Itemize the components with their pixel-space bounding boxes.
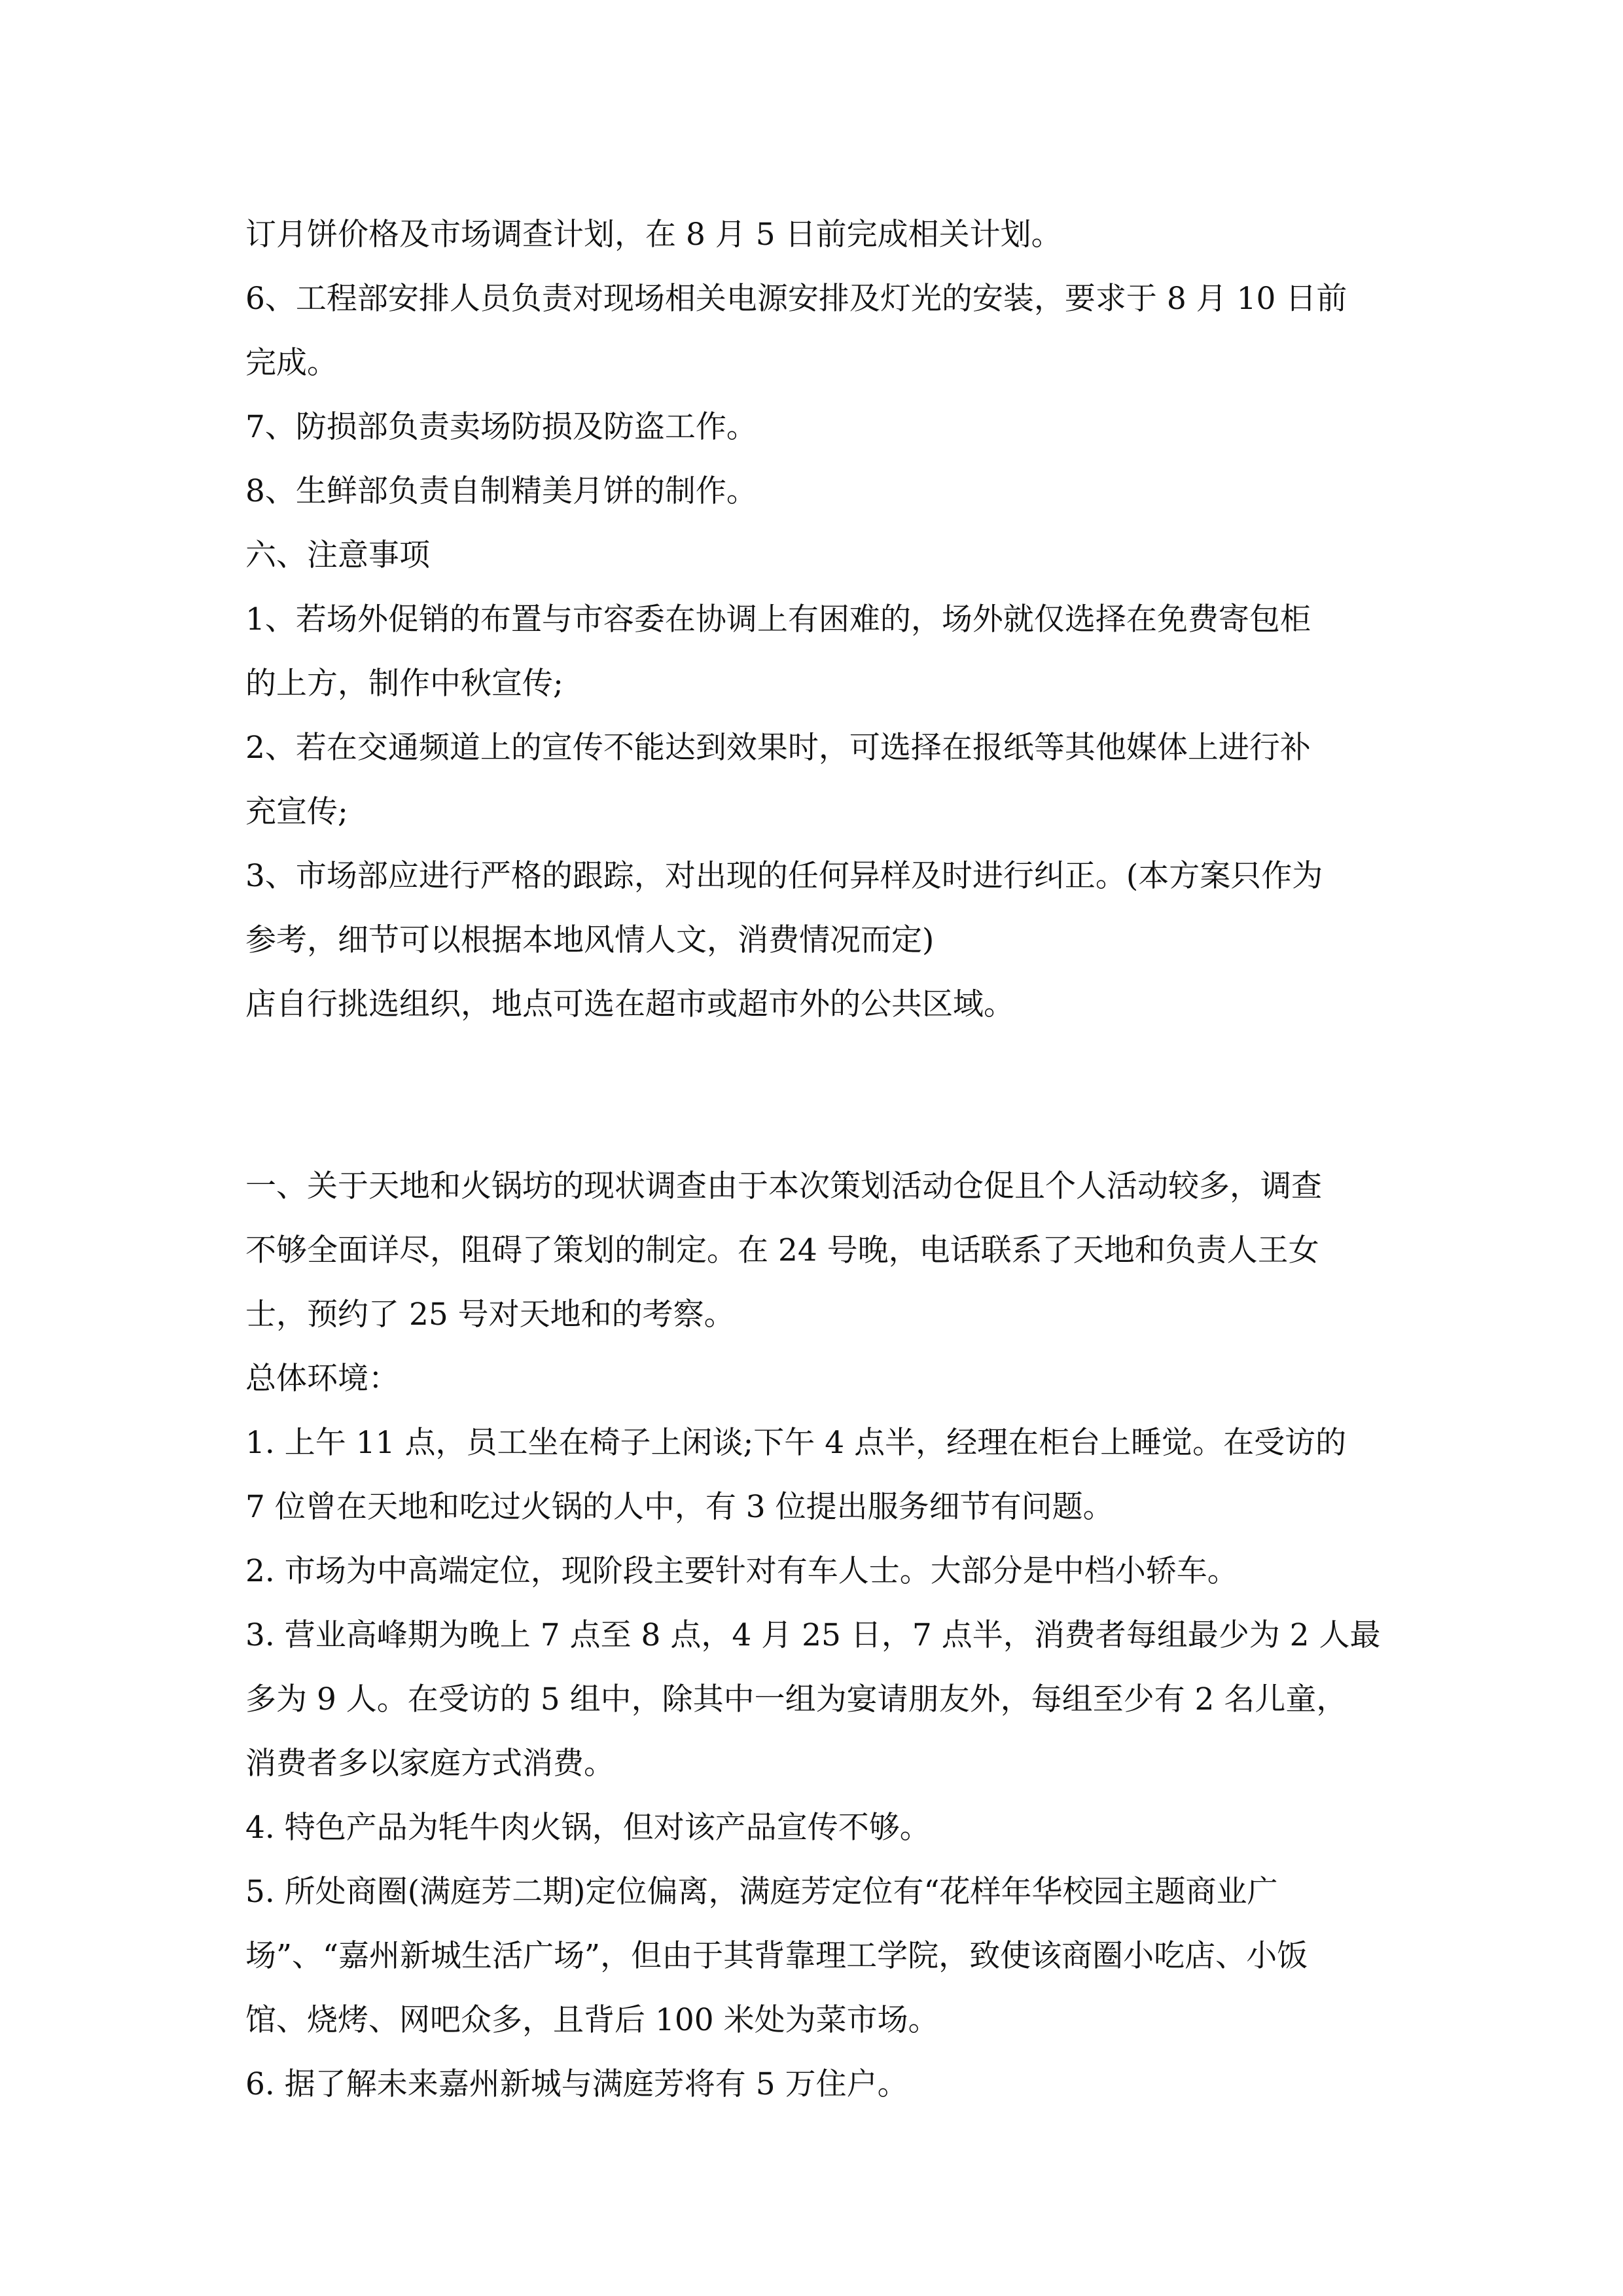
- text-line: 参考，细节可以根据本地风情人文，消费情况而定): [245, 922, 935, 958]
- text-line: 7 位曾在天地和吃过火锅的人中，有 3 位提出服务细节有问题。: [245, 1489, 1114, 1525]
- text-line: 3. 营业高峰期为晚上 7 点至 8 点，4 月 25 日，7 点半，消费者每组最少为 2 人最: [245, 1617, 1381, 1653]
- text-line: 不够全面详尽，阻碍了策划的制定。在 24 号晚，电话联系了天地和负责人王女: [245, 1232, 1319, 1268]
- text-line: 完成。: [245, 345, 338, 381]
- text-line: 店自行挑选组织，地点可选在超市或超市外的公共区域。: [245, 986, 1014, 1022]
- text-line: 6、工程部安排人员负责对现场相关电源安排及灯光的安装，要求于 8 月 10 日前: [245, 281, 1347, 317]
- text-line: 充宣传;: [245, 794, 348, 830]
- text-line: 一、关于天地和火锅坊的现状调查由于本次策划活动仓促且个人活动较多，调查: [245, 1168, 1322, 1204]
- text-line: 订月饼价格及市场调查计划，在 8 月 5 日前完成相关计划。: [245, 217, 1062, 253]
- text-line: 3、市场部应进行严格的跟踪，对出现的任何异样及时进行纠正。(本方案只作为: [245, 858, 1323, 894]
- text-line: 8、生鲜部负责自制精美月饼的制作。: [245, 473, 757, 509]
- text-line: 2、若在交通频道上的宣传不能达到效果时，可选择在报纸等其他媒体上进行补: [245, 730, 1311, 766]
- document-body: [245, 203, 1397, 2117]
- paragraph-gap: [245, 1037, 1397, 1155]
- section-heading: 总体环境：: [245, 1361, 399, 1397]
- text-line: 场”、“嘉州新城生活广场”，但由于其背靠理工学院，致使该商圈小吃店、小饭: [245, 1938, 1308, 1974]
- text-line: 馆、烧烤、网吧众多，且背后 100 米处为菜市场。: [245, 2002, 939, 2038]
- text-line: 的上方，制作中秋宣传;: [245, 666, 563, 702]
- text-line: 1、若场外促销的布置与市容委在协调上有困难的，场外就仅选择在免费寄包柜: [245, 601, 1311, 637]
- section-heading: 六、注意事项: [245, 537, 430, 573]
- text-line: 6. 据了解未来嘉州新城与满庭芳将有 5 万住户。: [245, 2066, 908, 2102]
- text-line: 7、防损部负责卖场防损及防盗工作。: [245, 409, 757, 445]
- text-line: 4. 特色产品为牦牛肉火锅，但对该产品宣传不够。: [245, 1810, 931, 1846]
- text-line: 士，预约了 25 号对天地和的考察。: [245, 1297, 735, 1333]
- text-line: 2. 市场为中高端定位，现阶段主要针对有车人士。大部分是中档小轿车。: [245, 1553, 1238, 1589]
- text-line: 消费者多以家庭方式消费。: [245, 1746, 615, 1782]
- text-line: 5. 所处商圈(满庭芳二期)定位偏离，满庭芳定位有“花样年华校园主题商业广: [245, 1874, 1278, 1910]
- text-line: 多为 9 人。在受访的 5 组中，除其中一组为宴请朋友外，每组至少有 2 名儿童，: [245, 1681, 1347, 1717]
- text-line: 1. 上午 11 点，员工坐在椅子上闲谈;下午 4 点半，经理在柜台上睡觉。在受访的: [245, 1425, 1347, 1461]
